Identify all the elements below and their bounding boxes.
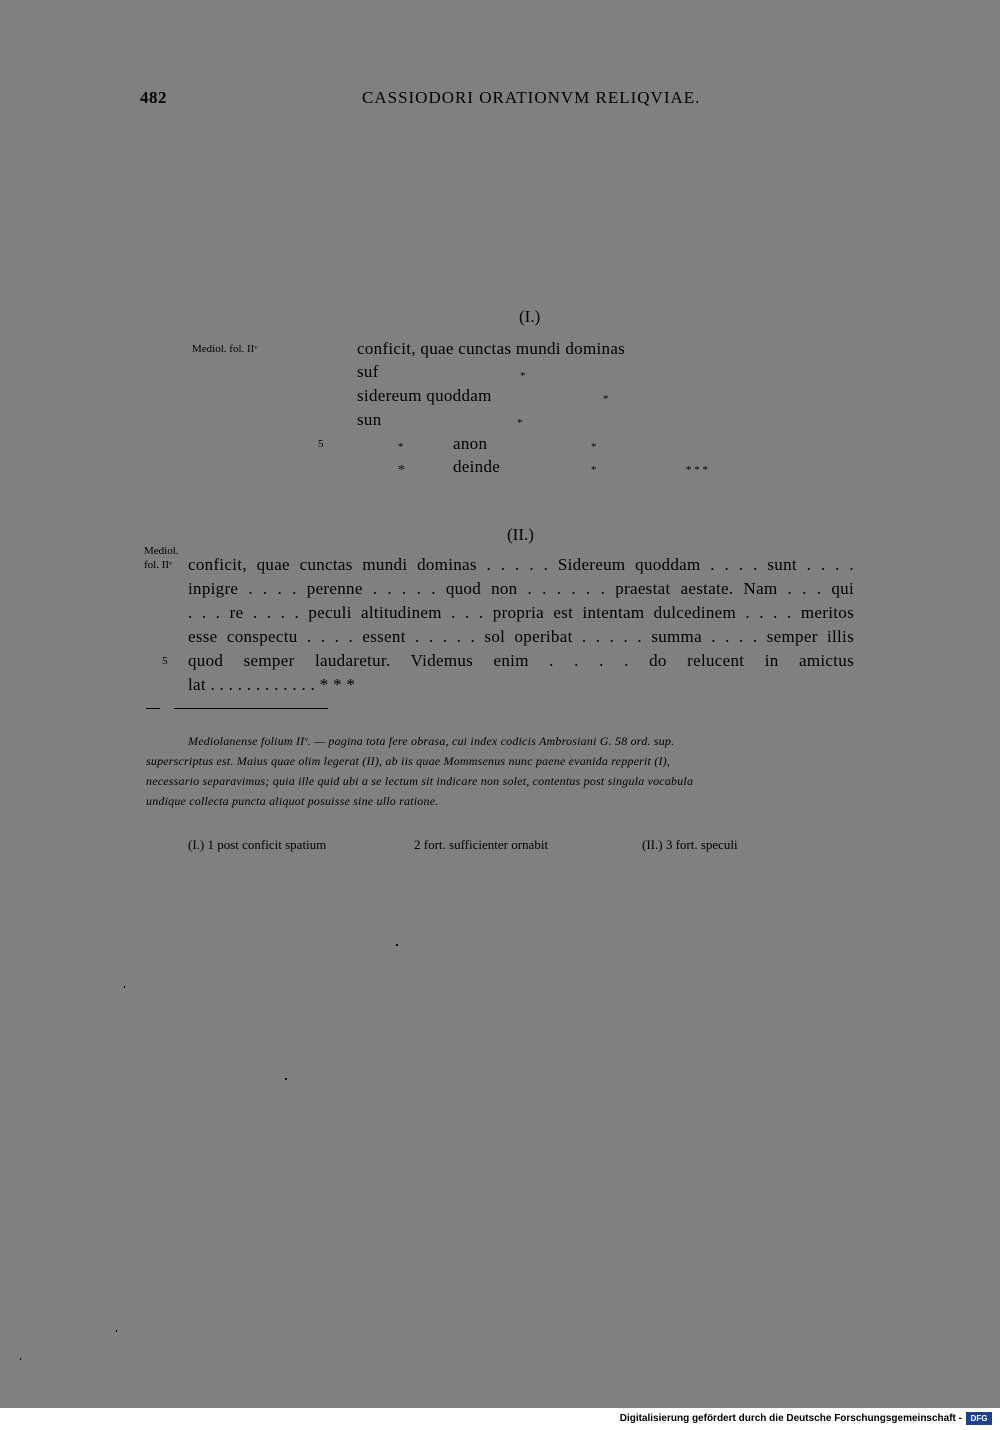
section-1-mark: *	[603, 393, 609, 405]
section-2-line-2: inpigre . . . . perenne . . . . . quod non . . . . . . praestat aestate. Nam . . . qui	[188, 579, 854, 598]
scan-speck	[116, 1330, 117, 1332]
footer-bar	[0, 1408, 1000, 1430]
apparatus-line-4: undique collecta puncta aliquot posuisse sine ullo ratione.	[146, 794, 439, 808]
dfg-logo: DFG	[966, 1412, 992, 1425]
section-1-line-number: 5	[318, 438, 324, 450]
section-1-heading: (I.)	[519, 307, 541, 326]
section-1-mark: *	[398, 441, 404, 453]
critical-note-2: 2 fort. sufficienter ornabit	[414, 837, 549, 852]
apparatus-line-3: necessario separavimus; quia ille quid ubi a se lectum sit indicare non solet, contentus post singula vocabula	[146, 774, 694, 788]
section-1-margin-note: Mediol. fol. IIᵛ	[192, 343, 258, 355]
section-1-line-4: sun	[357, 410, 382, 429]
section-1-line-2: suf	[357, 362, 379, 381]
section-1-mark: *	[591, 464, 597, 476]
scan-speck	[20, 1358, 21, 1360]
section-2-line-3: . . . re . . . . peculi altitudinem . . . propria est intentam dulcedinem . . . . meritos	[188, 603, 854, 622]
section-2-margin-note-2: fol. IIᵛ	[144, 559, 173, 571]
section-1-line-6: deinde	[453, 457, 501, 476]
section-2-line-6: lat . . . . . . . . . . . . * * *	[188, 675, 356, 694]
scan-speck	[396, 944, 398, 946]
section-1-line-3: sidereum quoddam	[357, 386, 492, 405]
section-1-mark: *	[591, 441, 597, 453]
section-1-mark: *	[398, 463, 405, 478]
apparatus-line-2: superscriptus est. Maius quae olim legerat (II), ab iis quae Mommsenus nunc paene evanida repperit (I),	[146, 754, 671, 768]
section-1-triple-mark: * * *	[686, 464, 708, 476]
apparatus-line-1: Mediolanense folium IIᵛ. — pagina tota fere obrasa, cui index codicis Ambrosiani G. 58 ord. sup.	[188, 734, 675, 748]
scan-speck	[285, 1078, 287, 1080]
running-title: CASSIODORI ORATIONVM RELIQVIAE.	[362, 88, 701, 107]
section-2-line-4: esse conspectu . . . . essent . . . . . sol operibat . . . . . summa . . . . semper illis	[188, 627, 854, 646]
section-2-line-1: conficit, quae cunctas mundi dominas . . . . . Sidereum quoddam . . . . sunt . . . .	[188, 555, 854, 574]
section-2-heading: (II.)	[507, 525, 534, 544]
section-1-line-5: anon	[453, 434, 488, 453]
section-1-line-1: conficit, quae cunctas mundi dominas	[357, 339, 626, 358]
scan-speck	[124, 986, 125, 988]
footer-text: Digitalisierung gefördert durch die Deutsche Forschungsgemeinschaft -	[619, 1413, 962, 1424]
page-number: 482	[140, 88, 167, 107]
section-1-mark: *	[520, 370, 526, 382]
section-2-margin-note-1: Mediol.	[144, 545, 179, 557]
critical-note-3: (II.) 3 fort. speculi	[642, 837, 738, 852]
section-2-line-number: 5	[162, 655, 168, 667]
section-2-line-5: quod semper laudaretur. Videmus enim . . . . do relucent in amictus	[188, 651, 854, 670]
critical-note-1: (I.) 1 post conficit spatium	[188, 837, 327, 852]
section-1-mark: *	[517, 417, 523, 429]
separator-dash	[146, 708, 160, 709]
separator-rule	[174, 708, 328, 709]
